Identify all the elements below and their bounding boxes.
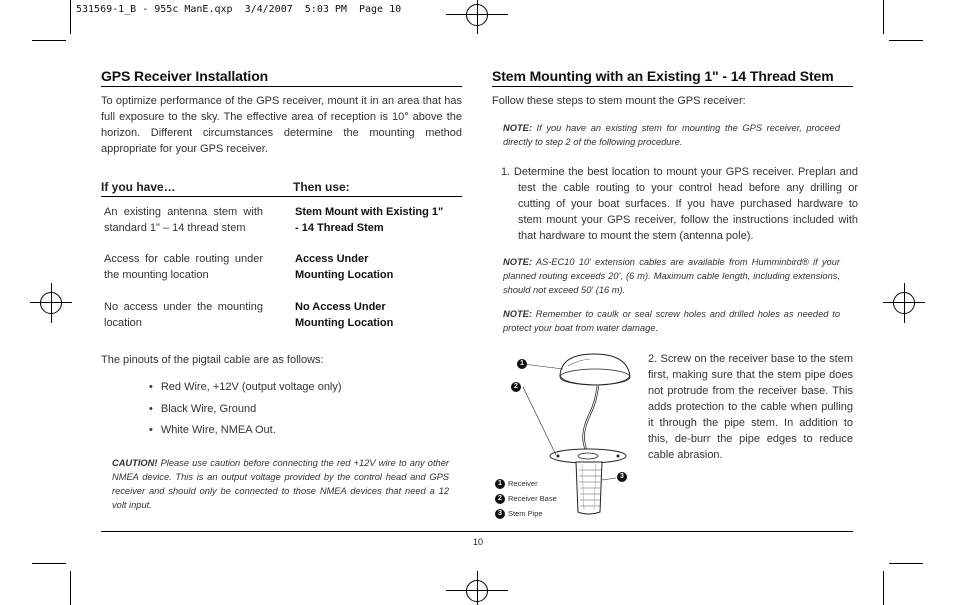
crop-mark xyxy=(70,571,71,605)
note-extension-cables: NOTE: AS-EC10 10' extension cables are available from Humminbird® if your planned routing exceeds 20', (6 m). Maximum cable length, including extensions, should not exceed 50' (16 m). xyxy=(503,257,840,295)
section-title-stem-mounting: Stem Mounting with an Existing 1" - 14 Thread Stem xyxy=(492,68,834,84)
table-header-have: If you have… xyxy=(101,180,176,194)
footer-rule xyxy=(101,531,853,532)
list-item: • Red Wire, +12V (output voltage only) xyxy=(149,381,342,403)
crop-mark xyxy=(883,0,884,34)
crop-mark xyxy=(889,563,923,564)
step-2: 2. Screw on the receiver base to the stem first, making sure that the stem pipe does not protrude from the receiver base. This adds protection to the cable when pulling it through the pipe stem. In addition to this, de-burr the pipe edges to reduce cable abrasion. xyxy=(648,353,853,461)
table-row-have: An existing antenna stem with standard 1" – 14 thread stem xyxy=(104,206,263,234)
caution-note xyxy=(112,456,449,512)
print-slug: 531569-1_B - 955c ManE.qxp 3/4/2007 5:03 PM Page 10 xyxy=(76,4,402,15)
table-row-use: Stem Mount with Existing 1" - 14 Thread Stem xyxy=(295,206,444,234)
legend-item: 3 Stem Pipe xyxy=(495,509,557,524)
figure-legend xyxy=(495,479,557,524)
crop-mark xyxy=(32,40,66,41)
callout-2: 2 xyxy=(511,382,521,392)
note-caulk: NOTE: Remember to caulk or seal screw holes and drilled holes as needed to protect your boat from water damage. xyxy=(503,309,840,333)
step-1: 1. Determine the best location to mount your GPS receiver. Preplan and test the cable routing to your control head before any drilling or cutting of your boat surfaces. If you have purchased hardware to stem mount your GPS receiver, follow the instructions included with that hardware to mount the stem (antenna pole). xyxy=(501,166,858,242)
legend-item: 1 Receiver xyxy=(495,479,557,494)
table-header-use: Then use: xyxy=(293,180,350,194)
note-label: NOTE: xyxy=(503,309,532,319)
crop-mark xyxy=(32,563,66,564)
title-rule xyxy=(492,86,853,87)
list-item: • Black Wire, Ground xyxy=(149,403,342,425)
page-number: 10 xyxy=(472,537,483,547)
crop-mark xyxy=(889,40,923,41)
table-header-rule xyxy=(101,196,462,197)
title-rule xyxy=(101,86,462,87)
callout-3: 3 xyxy=(617,472,627,482)
intro-paragraph: To optimize performance of the GPS receiver, mount it in an area that has full exposure to the sky. The effective area of reception is 10° above the horizon. Different circumstances determine the mounting method appropriate for your GPS receiver. xyxy=(101,95,462,155)
note-label: NOTE: xyxy=(503,257,532,267)
caution-text: Please use caution before connecting the red +12V wire to any other NMEA device. This is an output voltage provided by the control head and GPS receiver and should only be connected to those NMEA devices that need a 12 volt input. xyxy=(112,458,449,510)
pinout-list xyxy=(149,381,342,446)
stem-intro: Follow these steps to stem mount the GPS receiver: xyxy=(492,95,746,107)
note-existing-stem: NOTE: If you have an existing stem for mounting the GPS receiver, proceed directly to step 2 of the following procedure. xyxy=(503,123,840,147)
caution-label: CAUTION! xyxy=(112,458,158,468)
table-row-use: Access Under Mounting Location xyxy=(295,253,394,281)
list-item: • White Wire, NMEA Out. xyxy=(149,424,342,446)
table-row-have: No access under the mounting location xyxy=(104,301,263,329)
note-label: NOTE: xyxy=(503,123,532,133)
crop-mark xyxy=(70,0,71,34)
legend-item: 2 Receiver Base xyxy=(495,494,557,509)
table-row-have: Access for cable routing under the mounting location xyxy=(104,253,263,281)
table-row-use: No Access Under Mounting Location xyxy=(295,301,394,329)
pinouts-intro: The pinouts of the pigtail cable are as follows: xyxy=(101,354,324,366)
crop-mark xyxy=(883,571,884,605)
section-title-gps-installation: GPS Receiver Installation xyxy=(101,68,269,84)
callout-1: 1 xyxy=(517,359,527,369)
